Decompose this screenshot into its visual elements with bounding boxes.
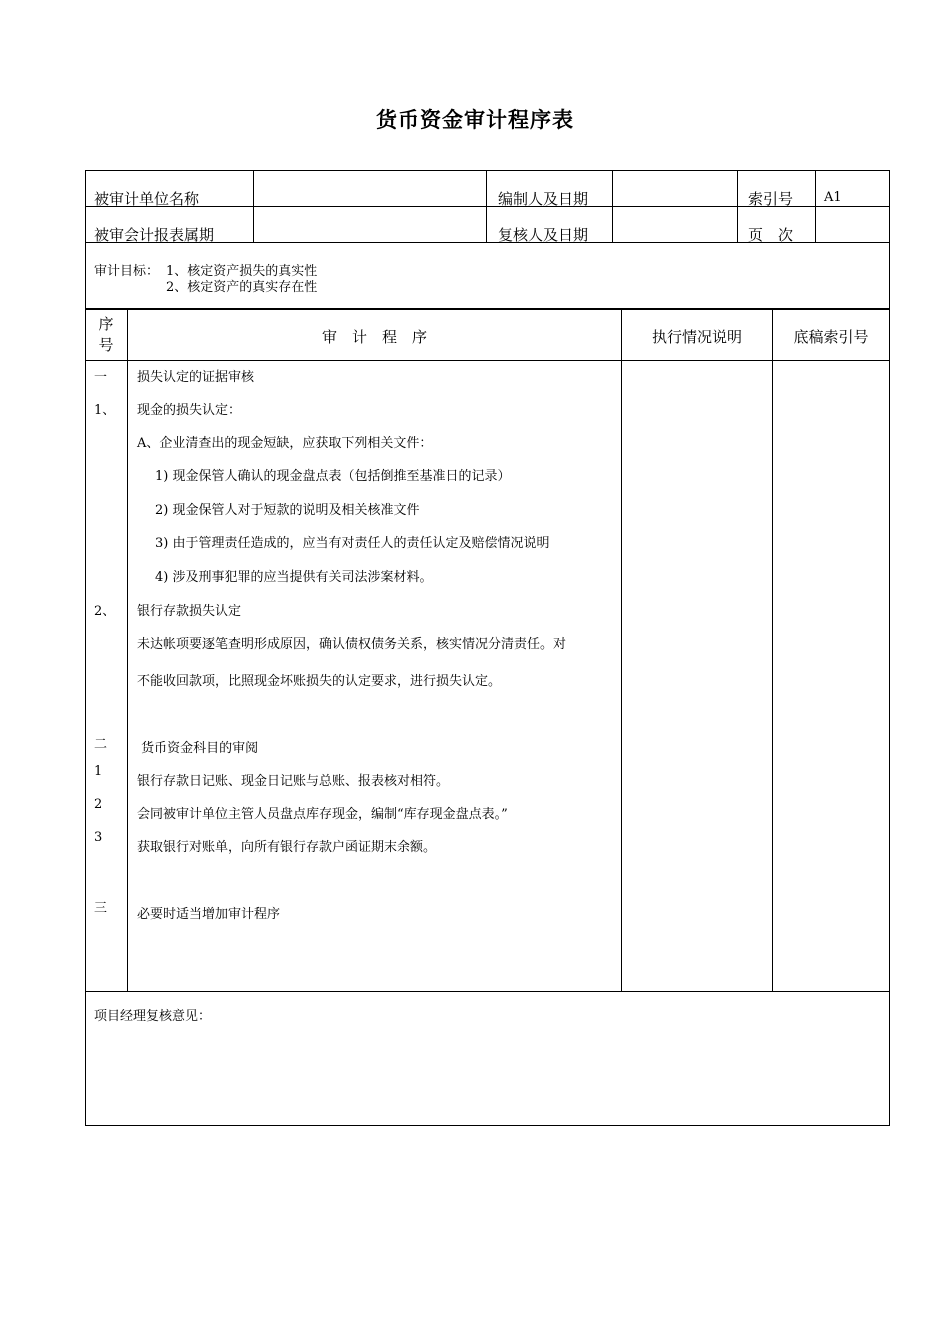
audited-unit-label: 被审计单位名称	[94, 190, 200, 208]
column-header-procedure: 审 计 程 序	[321, 328, 427, 346]
reviewer-field[interactable]	[620, 224, 730, 242]
row-procedure: 1) 现金保管人确认的现金盘点表（包括倒推至基准日的记录）	[155, 469, 511, 484]
row-procedure: A、企业清查出的现金短缺，应获取下列相关文件：	[137, 436, 433, 451]
review-comments-field[interactable]	[94, 1026, 880, 1118]
row-procedure: 银行存款日记账、现金日记账与总账、报表核对相符。	[137, 774, 450, 789]
objective-item: 1、核定资产损失的真实性	[166, 264, 318, 279]
page-label: 页 次	[748, 226, 794, 244]
column-divider	[621, 309, 622, 992]
row-seq: 1	[94, 764, 103, 779]
row-procedure: 必要时适当增加审计程序	[137, 907, 281, 922]
column-divider	[127, 309, 128, 992]
row-procedure: 银行存款损失认定	[137, 604, 242, 619]
header-col-divider	[253, 170, 254, 243]
row-procedure: 未达帐项要逐笔查明形成原因，确认债权债务关系，核实情况分清责任。对	[137, 637, 567, 652]
header-col-divider	[815, 170, 816, 243]
row-procedure: 会同被审计单位主管人员盘点库存现金，编制“库存现金盘点表。”	[137, 807, 508, 822]
row-seq: 二	[94, 737, 108, 752]
index-label: 索引号	[748, 190, 794, 208]
row-procedure: 获取银行对账单，向所有银行存款户函证期末余额。	[137, 840, 437, 855]
index-value: A1	[824, 190, 842, 205]
row-seq: 2	[94, 797, 103, 812]
reviewer-label: 复核人及日期	[498, 226, 589, 244]
row-procedure: 2) 现金保管人对于短款的说明及相关核准文件	[155, 503, 420, 518]
page-field[interactable]	[824, 224, 884, 242]
column-header-execution: 执行情况说明	[651, 328, 742, 346]
header-col-divider	[486, 170, 487, 243]
objectives-label: 审计目标：	[94, 264, 160, 279]
row-seq: 2、	[94, 604, 116, 619]
audited-unit-field[interactable]	[262, 188, 477, 206]
row-procedure: 4) 涉及刑事犯罪的应当提供有关司法涉案材料。	[155, 570, 433, 585]
row-procedure: 不能收回款项，比照现金坏账损失的认定要求，进行损失认定。	[137, 674, 502, 689]
column-header-divider	[85, 360, 890, 361]
row-procedure: 3) 由于管理责任造成的，应当有对责任人的责任认定及赔偿情况说明	[155, 536, 550, 551]
execution-notes-cell[interactable]	[623, 362, 771, 990]
row-seq: 3	[94, 830, 103, 845]
column-divider	[772, 309, 773, 992]
page-title: 货币资金审计程序表	[376, 108, 574, 132]
header-col-divider	[612, 170, 613, 243]
period-field[interactable]	[262, 224, 477, 242]
row-seq: 1、	[94, 403, 116, 418]
row-procedure: 货币资金科目的审阅	[137, 741, 259, 756]
row-seq: 一	[94, 370, 108, 385]
period-label: 被审会计报表属期	[94, 226, 215, 244]
objective-item: 2、核定资产的真实存在性	[166, 280, 318, 295]
column-header-seq: 序号	[98, 315, 114, 354]
preparer-field[interactable]	[620, 188, 730, 206]
column-header-workpaper: 底稿索引号	[793, 328, 869, 346]
workpaper-index-cell[interactable]	[774, 362, 888, 990]
review-label: 项目经理复核意见：	[94, 1009, 212, 1024]
preparer-label: 编制人及日期	[498, 190, 589, 208]
row-procedure: 损失认定的证据审核	[137, 370, 255, 385]
row-procedure: 现金的损失认定：	[137, 403, 242, 418]
row-seq: 三	[94, 901, 108, 916]
header-col-divider	[737, 170, 738, 243]
